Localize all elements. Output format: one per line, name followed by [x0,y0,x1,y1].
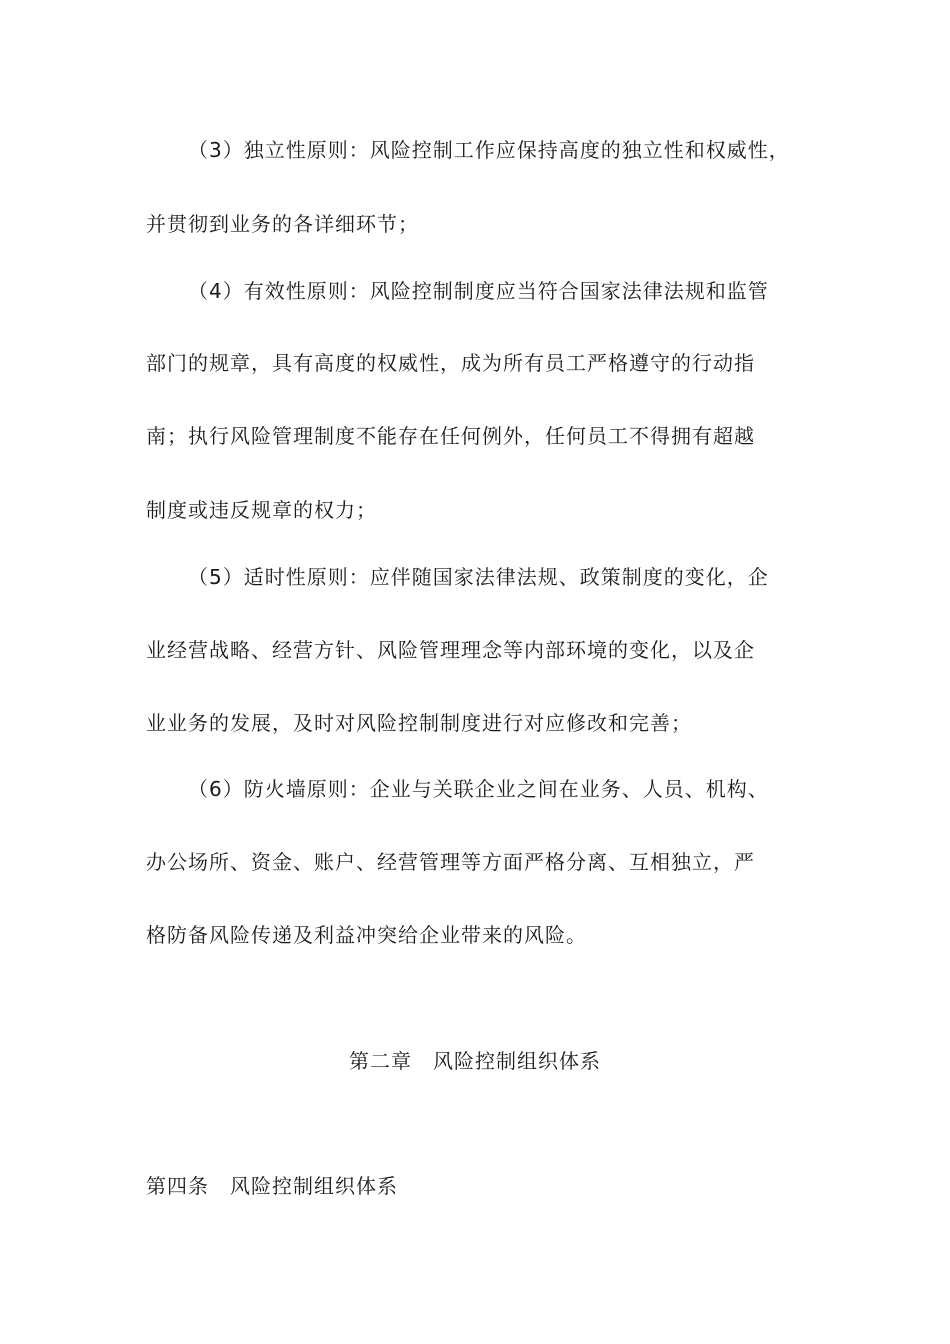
paragraph-6-line-1: （6）防火墙原则：企业与关联企业之间在业务、人员、机构、 [188,777,769,801]
paragraph-4-line-4: 制度或违反规章的权力； [146,498,377,522]
paragraph-6-line-3: 格防备风险传递及利益冲突给企业带来的风险。 [146,923,587,947]
paragraph-4-line-3: 南；执行风险管理制度不能存在任何例外，任何员工不得拥有超越 [146,424,755,448]
paragraph-4-line-1: （4）有效性原则：风险控制制度应当符合国家法律法规和监管 [188,279,769,303]
article-heading: 第四条 风险控制组织体系 [146,1174,398,1198]
paragraph-3-line-1: （3）独立性原则：风险控制工作应保持高度的独立性和权威性， [188,138,790,162]
paragraph-4-line-2: 部门的规章，具有高度的权威性，成为所有员工严格遵守的行动指 [146,351,755,375]
paragraph-5-line-1: （5）适时性原则：应伴随国家法律法规、政策制度的变化，企 [188,565,769,589]
paragraph-6-line-2: 办公场所、资金、账户、经营管理等方面严格分离、互相独立，严 [146,850,755,874]
paragraph-3-line-2: 并贯彻到业务的各详细环节； [146,212,419,236]
paragraph-5-line-2: 业经营战略、经营方针、风险管理理念等内部环境的变化，以及企 [146,638,755,662]
paragraph-5-line-3: 业业务的发展，及时对风险控制制度进行对应修改和完善； [146,711,692,735]
chapter-heading: 第二章 风险控制组织体系 [349,1049,601,1073]
